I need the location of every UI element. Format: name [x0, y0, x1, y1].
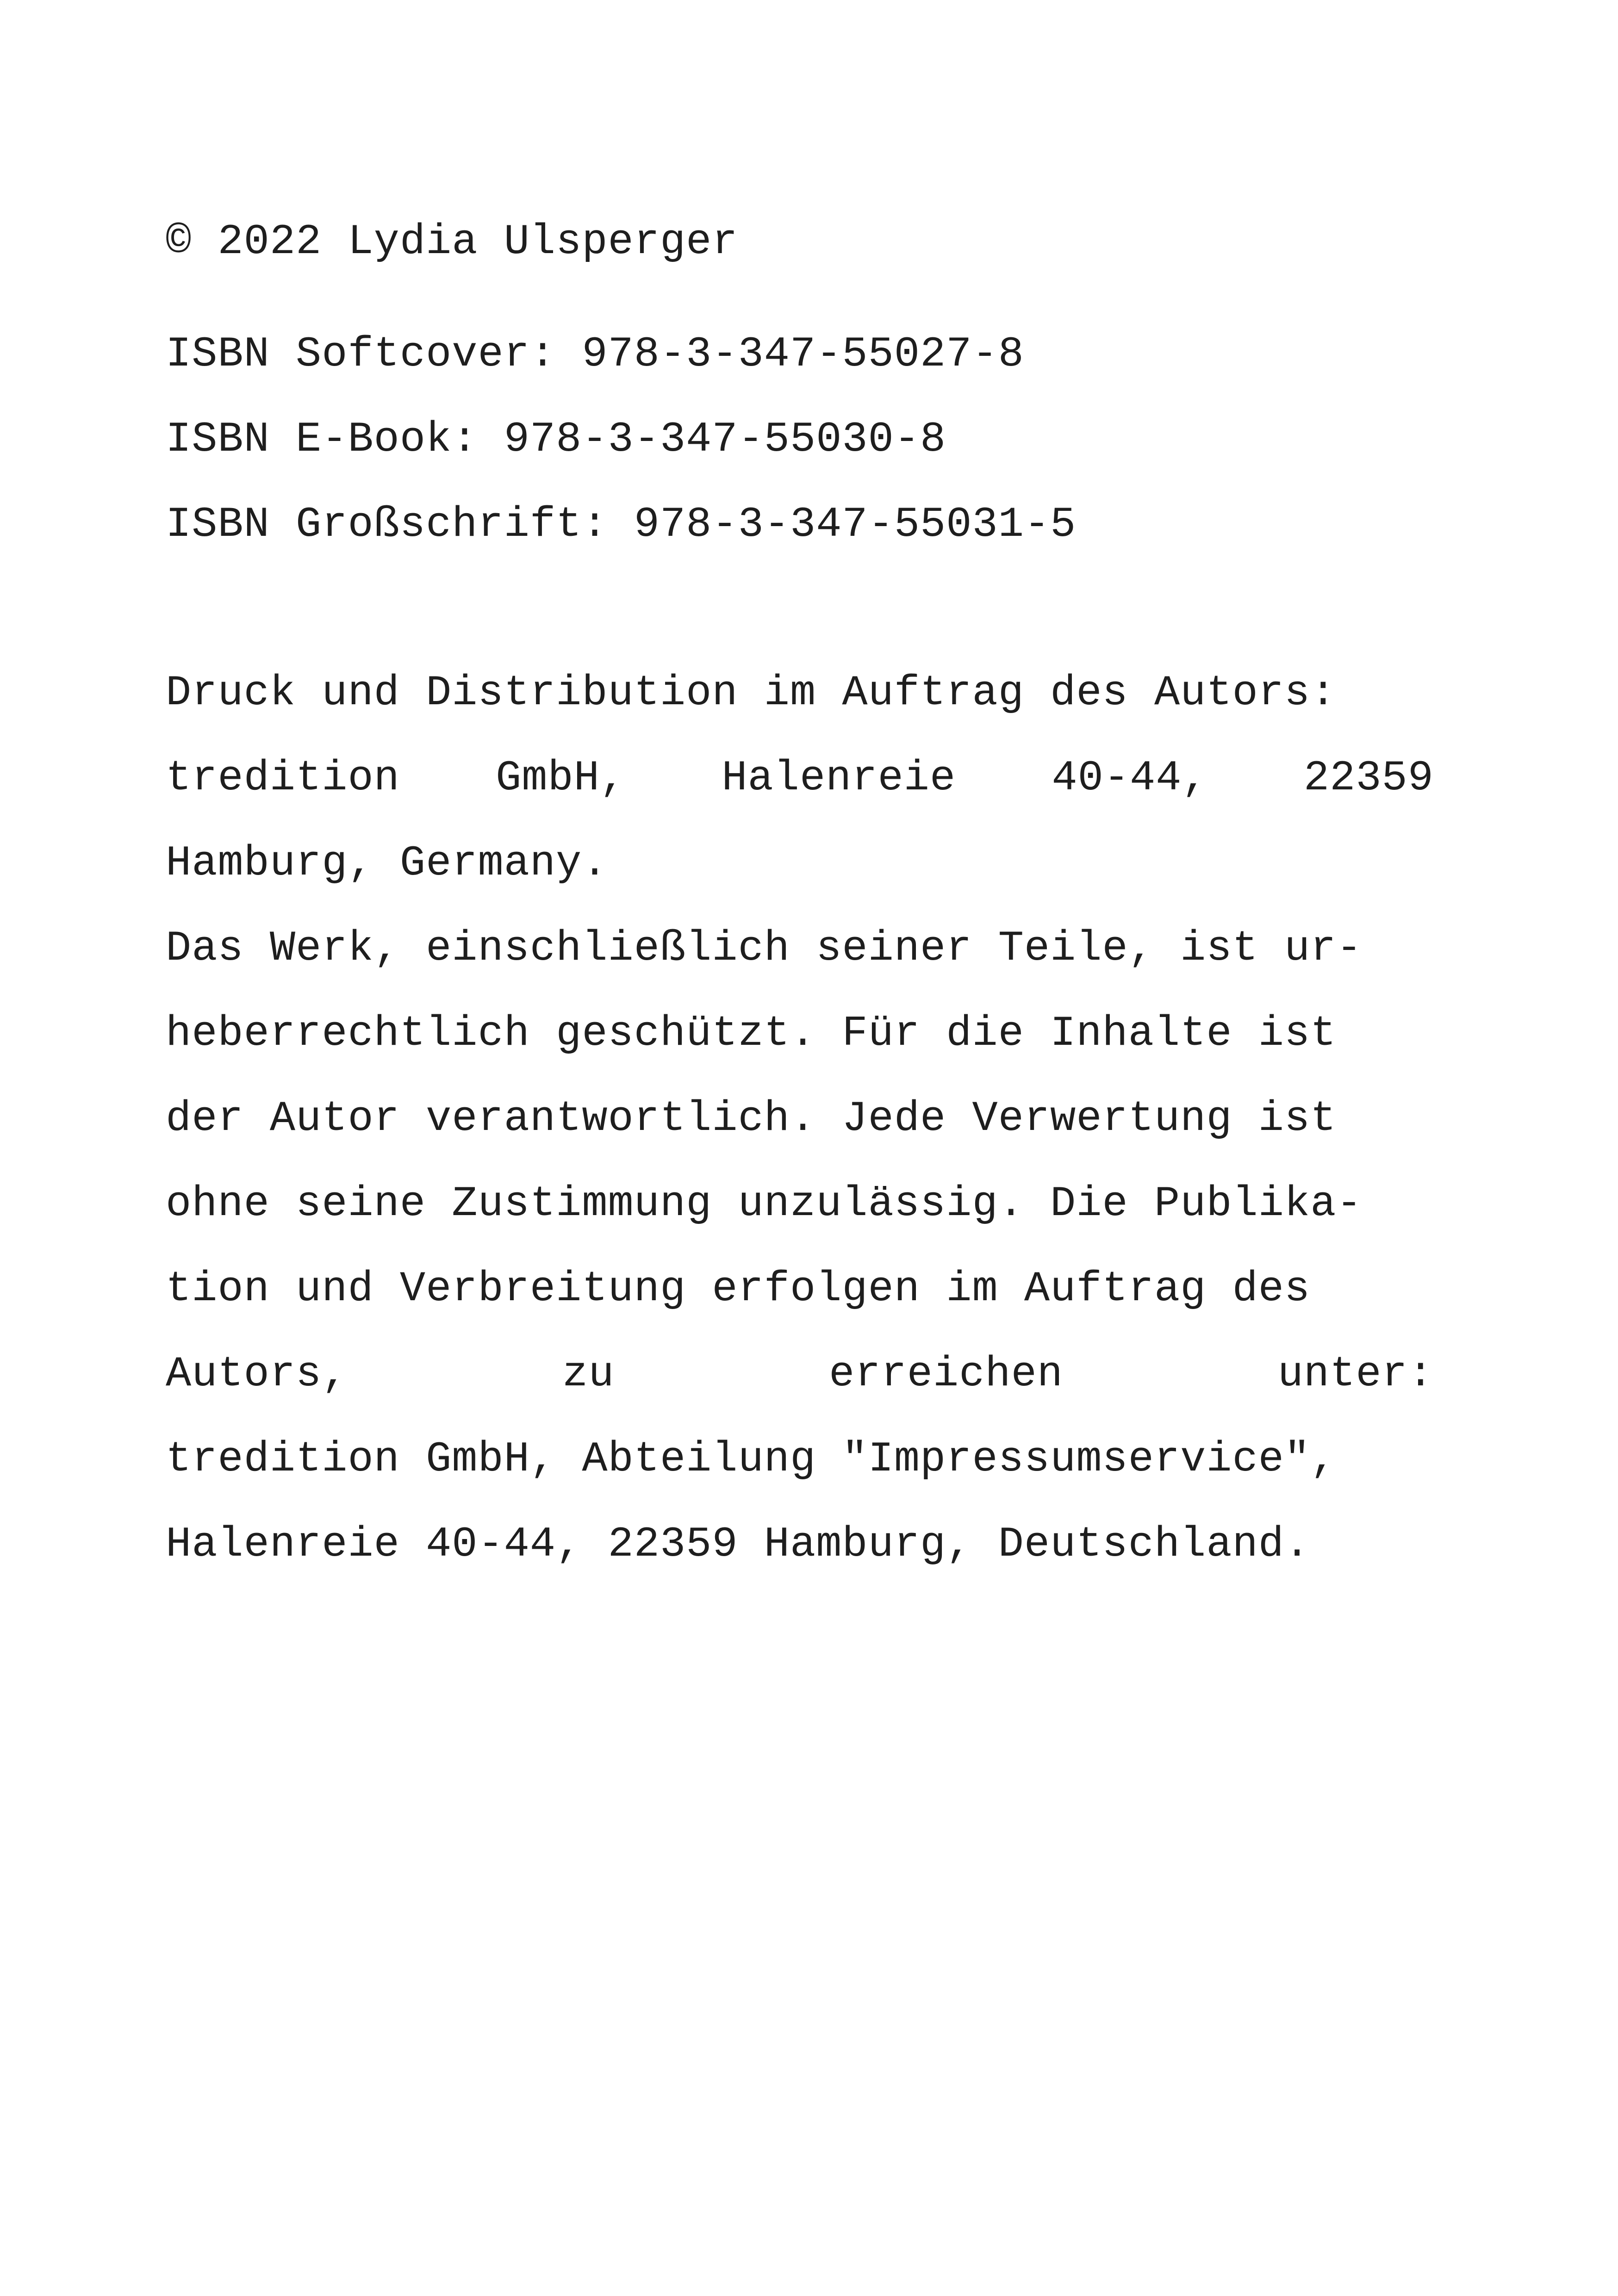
copyright-notice: © 2022 Lydia Ulsperger	[166, 217, 738, 266]
rights-notice-line: heberrechtlich geschützt. Für die Inhalte ist	[166, 1009, 1337, 1058]
rights-notice-line: Halenreie 40-44, 22359 Hamburg, Deutschland.	[166, 1520, 1311, 1569]
isbn-list	[166, 327, 1434, 582]
isbn-large-print: ISBN Großschrift: 978-3-347-55031-5	[166, 500, 1077, 549]
rights-word: erreichen	[829, 1350, 1064, 1398]
rights-notice-line: der Autor verantwortlich. Jede Verwertung ist	[166, 1094, 1337, 1143]
isbn-softcover: ISBN Softcover: 978-3-347-55027-8	[166, 330, 1024, 379]
rights-word: Autors,	[166, 1350, 348, 1398]
imprint-text	[166, 665, 1434, 1602]
rights-word: unter:	[1277, 1350, 1434, 1398]
address-word: GmbH,	[496, 754, 626, 802]
rights-notice-line: Das Werk, einschließlich seiner Teile, ist ur-	[166, 924, 1363, 973]
print-notice-address-line	[166, 751, 1434, 836]
address-word: 22359	[1303, 754, 1434, 802]
rights-word: zu	[562, 1350, 615, 1398]
address-word: tredition	[166, 754, 400, 802]
rights-notice-line: tredition GmbH, Abteilung "Impressumservice",	[166, 1435, 1337, 1483]
rights-notice-line: tion und Verbreitung erfolgen im Auftrag des	[166, 1265, 1311, 1313]
address-word: 40-44,	[1052, 754, 1208, 802]
print-notice-line: Druck und Distribution im Auftrag des Autors:	[166, 669, 1337, 717]
rights-notice-line: ohne seine Zustimmung unzulässig. Die Publika-	[166, 1179, 1363, 1228]
isbn-ebook: ISBN E-Book: 978-3-347-55030-8	[166, 415, 946, 464]
rights-notice-line	[166, 1347, 1434, 1432]
print-notice-city-line: Hamburg, Germany.	[166, 839, 608, 887]
address-word: Halenreie	[722, 754, 956, 802]
